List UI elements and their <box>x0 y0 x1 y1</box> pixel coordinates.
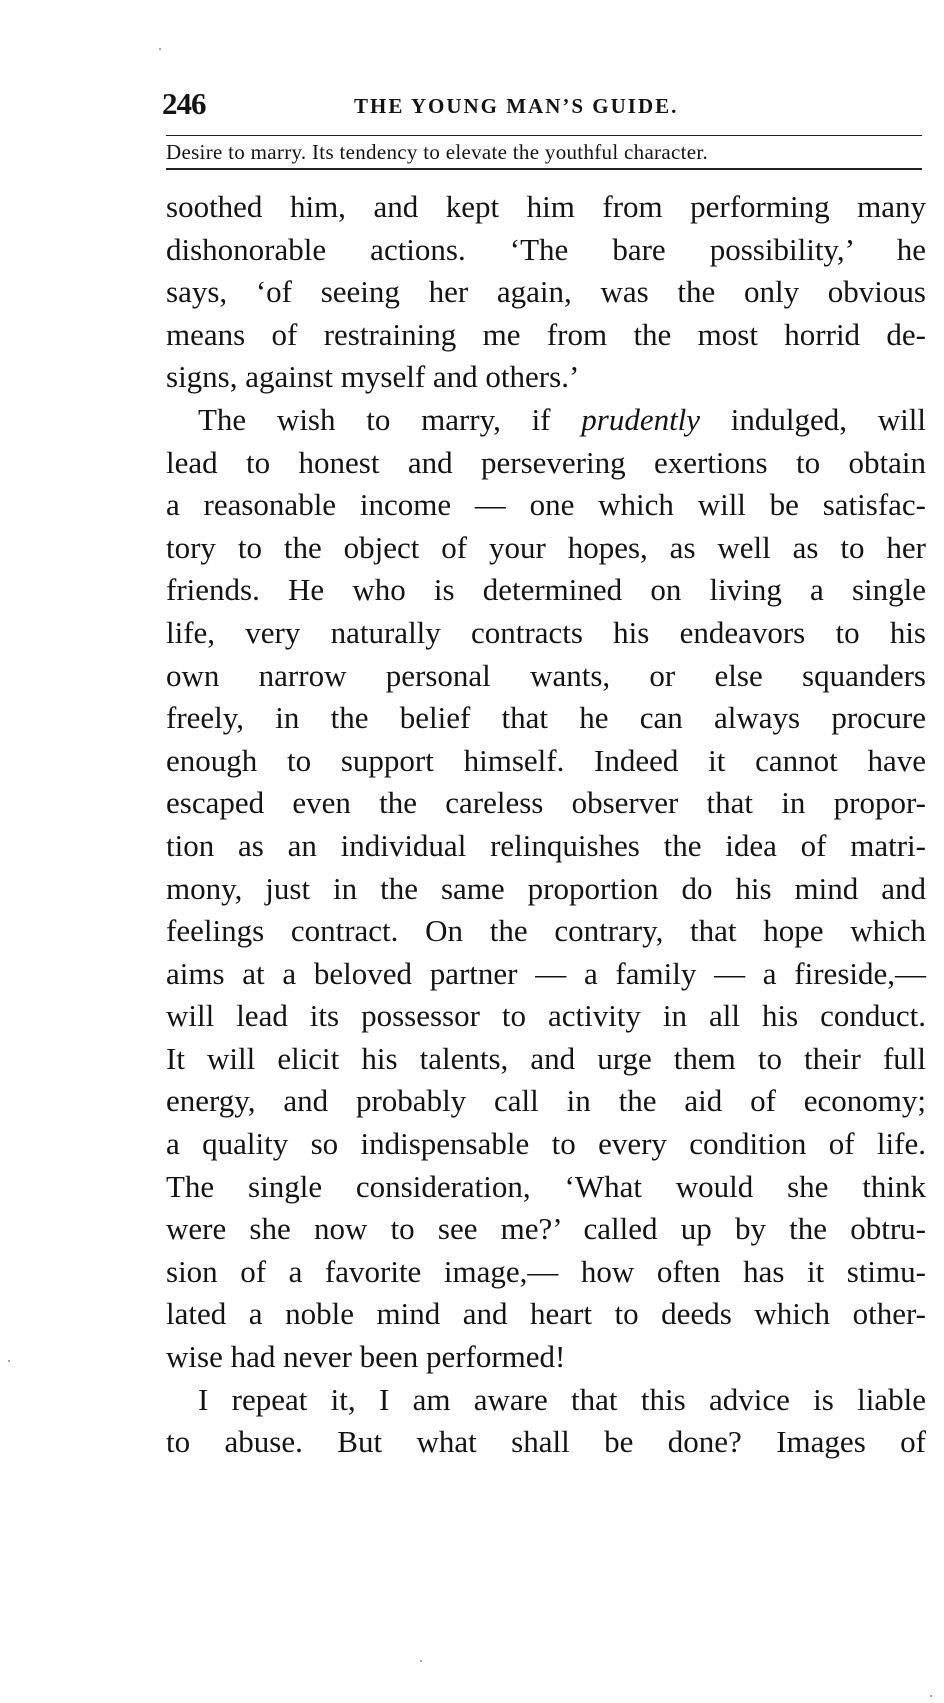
page-number: 246 <box>162 86 206 121</box>
text-line: feelings contract. On the contrary, that hope which <box>166 913 926 949</box>
text-line: life, very naturally contracts his endeavors to his <box>166 614 926 650</box>
text-line: will lead its possessor to activity in all his conduct. <box>166 998 926 1034</box>
topic-line: Desire to marry. Its tendency to elevate the youthful character. <box>166 140 709 164</box>
text-line: mony, just in the same proportion do his mind and <box>166 870 926 906</box>
text-line: friends. He who is determined on living a single <box>166 572 926 608</box>
header-rule-bottom <box>166 168 922 170</box>
text-line: a quality so indispensable to every condition of life. <box>166 1126 926 1162</box>
text-line-paragraph-start <box>166 399 926 442</box>
text-line: soothed him, and kept him from performing many <box>166 189 926 224</box>
text-line: tory to the object of your hopes, as well as to her <box>166 529 926 565</box>
paper-speck <box>930 1695 932 1697</box>
text-line: lead to honest and persevering exertions to obtain <box>166 444 926 480</box>
text-line: sion of a favorite image,— how often has it stimu- <box>166 1253 926 1289</box>
text-line: to abuse. But what shall be done? Images of <box>166 1424 926 1460</box>
text-line: aims at a beloved partner — a family — a fireside,— <box>166 955 926 991</box>
text-line: signs, against myself and others.’ <box>166 359 580 395</box>
text-line: tion as an individual relinquishes the idea of matri- <box>166 827 926 863</box>
header-rule-top <box>166 135 922 136</box>
paper-speck <box>8 1360 10 1362</box>
text-line: says, ‘of seeing her again, was the only obvious <box>166 274 926 310</box>
text-line: lated a noble mind and heart to deeds which other- <box>166 1296 926 1332</box>
running-head <box>162 86 922 130</box>
text-line: a reasonable income — one which will be satisfac- <box>166 487 926 523</box>
text-line: were she now to see me?’ called up by the obtru- <box>166 1211 926 1247</box>
text-line: The single consideration, ‘What would she think <box>166 1168 926 1204</box>
paper-speck <box>159 48 161 50</box>
text-line: freely, in the belief that he can always procure <box>166 700 926 736</box>
text-segment: indulged, will <box>730 401 926 437</box>
text-line: It will elicit his talents, and urge them to their full <box>166 1040 926 1076</box>
italic-word: prudently <box>581 401 701 437</box>
text-line: means of restraining me from the most horrid de- <box>166 316 926 352</box>
body-text <box>166 186 926 1464</box>
text-line: enough to support himself. Indeed it cannot have <box>166 742 926 778</box>
text-line: energy, and probably call in the aid of economy; <box>166 1083 926 1119</box>
book-title: THE YOUNG MAN’S GUIDE. <box>354 94 679 118</box>
paper-speck <box>420 1660 422 1662</box>
text-line: dishonorable actions. ‘The bare possibility,’ he <box>166 231 926 267</box>
text-line-paragraph-start: I repeat it, I am aware that this advice is liable <box>198 1381 926 1417</box>
text-line: escaped even the careless observer that in propor- <box>166 785 926 821</box>
text-segment: The wish to marry, if <box>198 401 551 437</box>
text-line: own narrow personal wants, or else squanders <box>166 657 926 693</box>
text-line: wise had never been performed! <box>166 1339 566 1375</box>
